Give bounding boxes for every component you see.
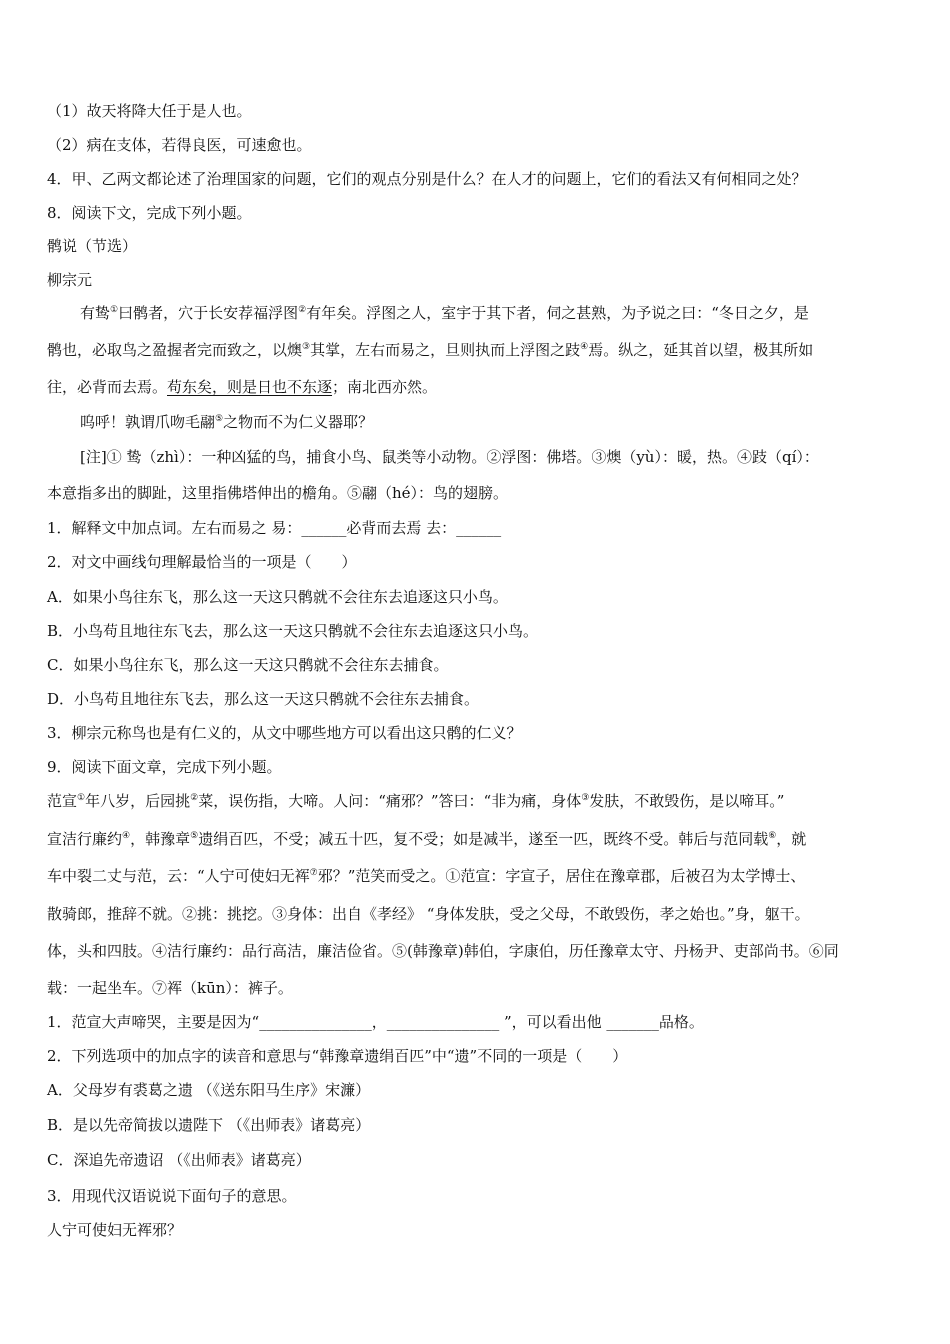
text-line: （1）故天将降大任于是人也。 (47, 102, 252, 120)
option-a: A．父母岁有裘葛之遗 （《送东阳马生序》宋濂） (47, 1081, 371, 1099)
translation-sentence: 人宁可使妇无裈邪？ (47, 1221, 183, 1239)
section-8-heading: 8．阅读下文，完成下列小题。 (47, 204, 252, 222)
passage-line: 鹘也，必取鸟之盈握者完而致之，以燠③其掌，左右而易之，旦则执而上浮图之跂④焉。纵之，延其首以望，极其所如 (47, 341, 814, 359)
passage-line: 车中裂二丈与范，云：“人宁可使妇无裈⑦邪？”范笑而受之。①范宣：字宣子，居住在豫章郡，后被召为太学博士、 (47, 867, 806, 885)
passage-line: 有鸷①曰鹘者，穴于长安荐福浮图②有年矣。浮图之人，室宇于其下者，伺之甚熟，为予说之曰：“冬日之夕，是 (80, 304, 809, 322)
passage-line: 范宣①年八岁，后园挑②菜，误伤指，大啼。人问：“痛邪？”答曰：“非为痛，身体③发肤，不敢毁伤，是以啼耳。” (47, 792, 785, 810)
passage-author: 柳宗元 (47, 271, 93, 289)
option-c: C．如果小鸟往东飞，那么这一天这只鹘就不会往东去捕食。 (47, 656, 449, 674)
passage-notes: 体，头和四肢。④洁行廉约：品行高洁，廉洁俭省。⑤(韩豫章)韩伯，字康伯，历任豫章太守、丹杨尹、吏部尚书。⑥同 (47, 942, 839, 960)
passage-notes: 散骑郎，推辞不就。②挑：挑挖。③身体：出自《孝经》 “身体发肤，受之父母，不敢毁伤，孝之始也。”身，躯干。 (47, 905, 810, 923)
question-2: 2．下列选项中的加点字的读音和意思与“韩豫章遗绢百匹”中“遗”不同的一项是（ ） (47, 1047, 628, 1065)
passage-line: 往，必背而去焉。苟东矣，则是日也不东逐；南北西亦然。 (47, 378, 438, 396)
option-d: D．小鸟苟且地往东飞去，那么这一天这只鹘就不会往东去捕食。 (47, 690, 480, 708)
passage-notes: 本意指多出的脚趾，这里指佛塔伸出的檐角。⑤翮（hé）：鸟的翅膀。 (47, 484, 509, 502)
question-1: 1．解释文中加点词。左右而易之 易：______必背而去焉 去：______ (47, 519, 502, 537)
section-9-heading: 9．阅读下面文章，完成下列小题。 (47, 758, 282, 776)
option-b: B．小鸟苟且地往东飞去，那么这一天这只鹘就不会往东去追逐这只小鸟。 (47, 622, 539, 640)
passage-notes: 载：一起坐车。⑦裈（kūn）：裤子。 (47, 979, 293, 997)
question-2: 2．对文中画线句理解最恰当的一项是（ ） (47, 553, 357, 571)
option-b: B．是以先帝简拔以遗陛下 （《出师表》诸葛亮） (47, 1116, 371, 1134)
underlined-sentence: 苟东矣，则是日也不东逐 (167, 378, 333, 396)
passage-notes: [注]① 鸷（zhì）：一种凶猛的鸟，捕食小鸟、鼠类等小动物。②浮图：佛塔。③燠（yù）：暖，热。④跂（qí）： (80, 448, 819, 466)
passage-title: 鹘说（节选） (47, 237, 138, 255)
option-c: C．深追先帝遗诏 （《出师表》诸葛亮） (47, 1151, 311, 1169)
passage-line: 宣洁行廉约④，韩豫章⑤遗绢百匹，不受；减五十匹，复不受；如是减半，遂至一匹，既终不受。韩后与范同载⑥，就 (47, 830, 807, 848)
passage-line: 呜呼！孰谓爪吻毛翮⑤之物而不为仁义器耶？ (80, 413, 374, 431)
option-a: A．如果小鸟往东飞，那么这一天这只鹘就不会往东去追逐这只小鸟。 (47, 588, 508, 606)
question-4: 4．甲、乙两文都论述了治理国家的问题，它们的观点分别是什么？在人才的问题上，它们的看法又有何相同之处？ (47, 170, 807, 188)
text-line: （2）病在支体，若得良医，可速愈也。 (47, 136, 312, 154)
question-3: 3．柳宗元称鸟也是有仁义的，从文中哪些地方可以看出这只鹘的仁义？ (47, 724, 522, 742)
question-1: 1．范宣大声啼哭，主要是因为“_______________，_______________ ”，可以看出他 _______品格。 (47, 1013, 704, 1031)
question-3: 3．用现代汉语说说下面句子的意思。 (47, 1187, 297, 1205)
